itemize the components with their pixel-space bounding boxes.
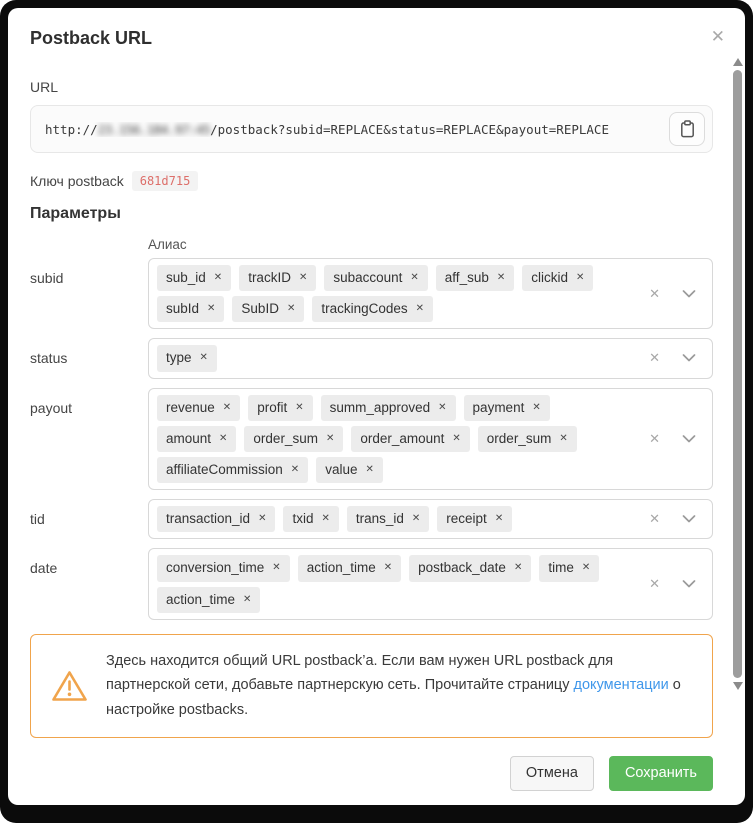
remove-alias-icon[interactable]: ✕ [295, 401, 304, 413]
alias-tag-label: profit [257, 399, 288, 415]
param-name: payout [30, 399, 73, 416]
close-icon[interactable]: ✕ [710, 27, 725, 46]
remove-alias-icon[interactable]: ✕ [383, 562, 393, 574]
remove-alias-icon[interactable]: ✕ [452, 432, 461, 444]
alias-tag [409, 555, 531, 581]
remove-alias-icon[interactable]: ✕ [272, 562, 281, 574]
postback-key-label: Ключ postback [30, 173, 124, 189]
alias-tag [157, 555, 290, 581]
remove-alias-icon[interactable]: ✕ [325, 432, 335, 444]
remove-alias-icon[interactable]: ✕ [494, 513, 504, 525]
alias-tag-label: trans_id [355, 511, 404, 527]
alias-tag-label: action_time [306, 560, 376, 576]
url-path: /postback?subid=REPLACE&status=REPLACE&payout=REPLACE [210, 121, 609, 137]
alias-tag [244, 426, 343, 452]
cancel-button[interactable]: Отмена [510, 756, 594, 791]
remove-alias-icon[interactable]: ✕ [415, 303, 425, 315]
param-name: date [30, 560, 58, 577]
alias-tag-label: sub_id [166, 270, 206, 285]
documentation-link[interactable]: документации [573, 677, 669, 694]
alias-multiselect[interactable] [148, 338, 713, 378]
tag-list [157, 265, 628, 322]
alias-tag [239, 265, 316, 291]
alias-tag-label: summ_approved [329, 399, 431, 415]
alias-tag [248, 395, 312, 421]
warning-text-before-link: Здесь находится общий URL postback’а. Если вам нужен URL postback для партнерской сети, добавьте партнерскую сеть. Прочитайте страницу [106, 652, 614, 694]
alias-tag-label: amount [166, 430, 212, 446]
alias-tag-label: receipt [446, 511, 487, 527]
warning-box [30, 634, 713, 738]
alias-tag-label: value [325, 461, 358, 477]
alias-tag [539, 555, 599, 581]
params-rows [30, 258, 713, 620]
params-title: Параметры [30, 205, 121, 222]
alias-tag-label: aff_sub [444, 270, 489, 285]
alias-tag [232, 296, 304, 322]
alias-tag [312, 296, 433, 322]
url-label: URL [30, 79, 59, 95]
alias-tag [522, 265, 593, 291]
alias-multiselect[interactable] [148, 258, 713, 329]
alias-tag [324, 265, 427, 291]
remove-alias-icon[interactable]: ✕ [513, 562, 523, 574]
remove-alias-icon[interactable]: ✕ [321, 513, 330, 525]
remove-alias-icon[interactable]: ✕ [213, 272, 223, 284]
remove-alias-icon[interactable]: ✕ [298, 272, 308, 284]
page-title: Postback URL [30, 28, 153, 48]
postback-url-dialog [8, 8, 745, 805]
param-row [30, 258, 713, 329]
alias-tag-label: type [166, 350, 192, 366]
alias-multiselect[interactable] [148, 548, 713, 619]
remove-alias-icon[interactable]: ✕ [365, 464, 374, 476]
alias-tag [478, 426, 577, 452]
remove-alias-icon[interactable]: ✕ [219, 432, 228, 444]
clear-all-icon[interactable]: ✕ [649, 576, 660, 591]
alias-tag-label: affiliateCommission [166, 461, 283, 477]
alias-tag [157, 395, 240, 421]
param-name: subid [30, 270, 64, 286]
warning-triangle-icon [51, 669, 88, 703]
tag-list [157, 506, 628, 532]
alias-multiselect[interactable] [148, 499, 713, 539]
chevron-down-icon[interactable] [682, 354, 696, 362]
param-row [30, 499, 713, 539]
alias-tag [157, 506, 275, 532]
alias-tag-label: postback_date [418, 560, 506, 576]
scrollbar-thumb[interactable] [733, 70, 742, 678]
clear-all-icon[interactable]: ✕ [649, 285, 660, 301]
remove-alias-icon[interactable]: ✕ [290, 464, 300, 476]
param-name: status [30, 350, 68, 367]
url-host-censored: 23.156.184.97:45 [97, 121, 211, 137]
alias-tag [157, 587, 260, 613]
alias-tag [157, 345, 217, 371]
remove-alias-icon[interactable]: ✕ [576, 272, 585, 284]
alias-tag-label: txid [292, 511, 314, 527]
alias-tag-label: transaction_id [166, 511, 251, 527]
param-row [30, 338, 713, 378]
alias-tag [316, 457, 383, 483]
warning-text-after-link: о настройке postbacks. [106, 677, 681, 718]
alias-column-header: Алиас [148, 237, 187, 252]
chevron-down-icon[interactable] [682, 435, 696, 443]
alias-tag [157, 265, 231, 291]
alias-tag-label: SubID [241, 301, 279, 317]
postback-key-badge: 681d715 [132, 171, 199, 191]
alias-tag [436, 265, 514, 291]
alias-tag-label: action_time [166, 591, 236, 607]
remove-alias-icon[interactable]: ✕ [207, 303, 216, 315]
param-name: tid [30, 511, 45, 528]
remove-alias-icon[interactable]: ✕ [410, 272, 419, 284]
scrollbar-up-arrow[interactable] [733, 58, 743, 66]
alias-tag-label: subId [166, 301, 200, 317]
remove-alias-icon[interactable]: ✕ [532, 401, 541, 413]
remove-alias-icon[interactable]: ✕ [199, 352, 208, 364]
save-button[interactable]: Сохранить [609, 756, 713, 791]
alias-tag-label: order_sum [486, 430, 552, 446]
clear-all-icon[interactable]: ✕ [649, 511, 660, 527]
remove-alias-icon[interactable]: ✕ [258, 513, 267, 525]
alias-multiselect[interactable] [148, 388, 713, 491]
alias-tag-label: trackingCodes [321, 301, 408, 317]
postback-url-value [45, 122, 669, 137]
alias-tag [347, 506, 429, 532]
remove-alias-icon[interactable]: ✕ [559, 432, 568, 444]
alias-tag [321, 395, 456, 421]
alias-tag-label: clickid [531, 270, 568, 285]
param-row [30, 388, 713, 491]
chevron-down-icon[interactable] [682, 580, 696, 588]
alias-tag [283, 506, 338, 532]
dialog-footer [30, 756, 713, 791]
alias-tag [157, 457, 308, 483]
tag-list [157, 345, 628, 371]
url-prefix: http:// [45, 121, 98, 137]
clear-all-icon[interactable]: ✕ [649, 350, 660, 366]
tag-list [157, 395, 628, 484]
alias-tag-label: conversion_time [166, 560, 265, 576]
alias-tag-label: payment [472, 399, 525, 415]
remove-alias-icon[interactable]: ✕ [411, 513, 421, 525]
remove-alias-icon[interactable]: ✕ [581, 562, 591, 574]
alias-tag-label: subaccount [333, 270, 403, 285]
remove-alias-icon[interactable]: ✕ [496, 272, 506, 284]
scrollbar[interactable] [732, 58, 743, 690]
copy-url-button[interactable] [669, 112, 705, 146]
clear-all-icon[interactable]: ✕ [649, 430, 660, 446]
scrollbar-down-arrow[interactable] [733, 682, 743, 690]
remove-alias-icon[interactable]: ✕ [243, 593, 252, 605]
alias-tag [298, 555, 401, 581]
alias-tag-label: revenue [166, 399, 215, 415]
param-row [30, 548, 713, 619]
tag-list [157, 555, 628, 612]
alias-tag-label: order_sum [253, 430, 318, 446]
clipboard-icon [680, 120, 695, 138]
alias-tag [437, 506, 512, 532]
alias-tag [157, 296, 224, 322]
postback-key-row [30, 171, 713, 191]
chevron-down-icon[interactable] [682, 515, 696, 523]
alias-tag [157, 426, 236, 452]
alias-tag [464, 395, 550, 421]
remove-alias-icon[interactable]: ✕ [222, 401, 232, 413]
remove-alias-icon[interactable]: ✕ [286, 303, 296, 315]
alias-tag-label: time [548, 560, 574, 576]
remove-alias-icon[interactable]: ✕ [438, 401, 447, 413]
alias-tag-label: order_amount [360, 430, 445, 446]
alias-tag-label: trackID [248, 270, 291, 285]
alias-tag [351, 426, 469, 452]
postback-url-field[interactable] [30, 105, 713, 153]
chevron-down-icon[interactable] [682, 290, 696, 298]
warning-text [106, 649, 692, 723]
